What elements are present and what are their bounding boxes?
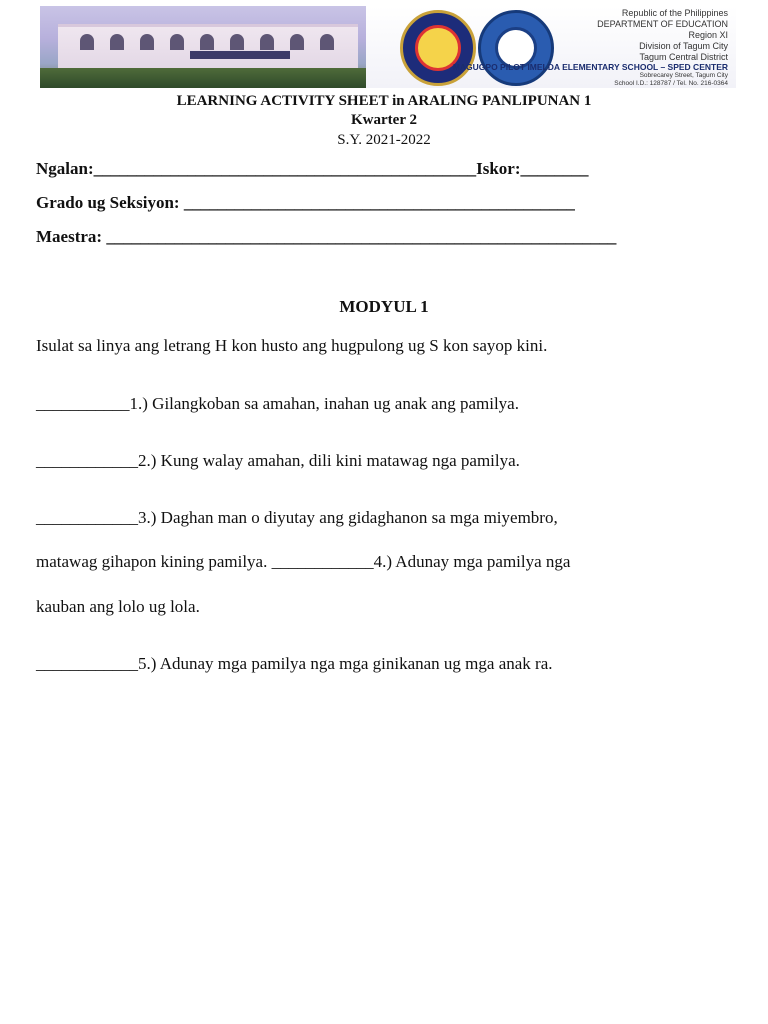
- district-label: Tagum Central District: [639, 52, 728, 62]
- division-label: Division of Tagum City: [639, 41, 728, 51]
- module-title: MODYUL 1: [339, 297, 429, 316]
- window-shape: [80, 34, 94, 50]
- window-shape: [140, 34, 154, 50]
- question-item-4-continued: kauban ang lolo ug lola.: [36, 597, 200, 616]
- school-address: [398, 72, 728, 88]
- school-year-label: S.Y. 2021-2022: [337, 132, 431, 148]
- question-item-4[interactable]: matawag gihapon kining pamilya. ____________4.) Adunay mga pamilya nga: [36, 552, 571, 571]
- window-shape: [320, 34, 334, 50]
- republic-label: Republic of the Philippines: [621, 8, 728, 18]
- window-shape: [110, 34, 124, 50]
- department-label: DEPARTMENT OF EDUCATION: [597, 19, 728, 29]
- question-item-1[interactable]: ___________1.) Gilangkoban sa amahan, inahan ug anak ang pamilya.: [36, 394, 519, 413]
- student-info-fields: [36, 155, 716, 257]
- teacher-field[interactable]: Maestra: ____________________________________________________________: [36, 227, 617, 246]
- grade-section-field[interactable]: Grado ug Seksiyon: ______________________________________________: [36, 193, 575, 212]
- quarter-label: Kwarter 2: [351, 112, 417, 128]
- sheet-titles: [0, 92, 768, 150]
- address-line: Sobrecarey Street, Tagum City: [639, 72, 728, 79]
- name-score-field[interactable]: Ngalan:_____________________________________________Iskor:________: [36, 159, 589, 178]
- question-item-3[interactable]: ____________3.) Daghan man o diyutay ang gidaghanon sa mga miyembro,: [36, 508, 558, 527]
- ground-shape: [40, 68, 366, 88]
- sheet-title: LEARNING ACTIVITY SHEET in ARALING PANLIPUNAN 1: [176, 93, 592, 109]
- school-id-line: School I.D.: 128787 / Tel. No. 216-0364: [614, 80, 728, 87]
- question-item-5[interactable]: ____________5.) Adunay mga pamilya nga mga ginikanan ug mga anak ra.: [36, 654, 553, 673]
- instruction-text: Isulat sa linya ang letrang H kon husto ang hugpulong ug S kon sayop kini.: [36, 336, 548, 355]
- school-sign: [190, 51, 290, 59]
- region-label: Region XI: [688, 30, 728, 40]
- agency-info: [452, 8, 728, 87]
- window-shape: [230, 34, 244, 50]
- header-banner: [40, 6, 736, 88]
- window-shape: [200, 34, 214, 50]
- school-name: MAGUGPO PILOT IMELDA ELEMENTARY SCHOOL – SPED CENTER: [452, 62, 728, 72]
- window-shape: [260, 34, 274, 50]
- logos-area: [366, 6, 736, 88]
- window-shape: [170, 34, 184, 50]
- question-item-2[interactable]: ____________2.) Kung walay amahan, dili kini matawag nga pamilya.: [36, 451, 520, 470]
- school-building-photo: [40, 6, 366, 88]
- window-shape: [290, 34, 304, 50]
